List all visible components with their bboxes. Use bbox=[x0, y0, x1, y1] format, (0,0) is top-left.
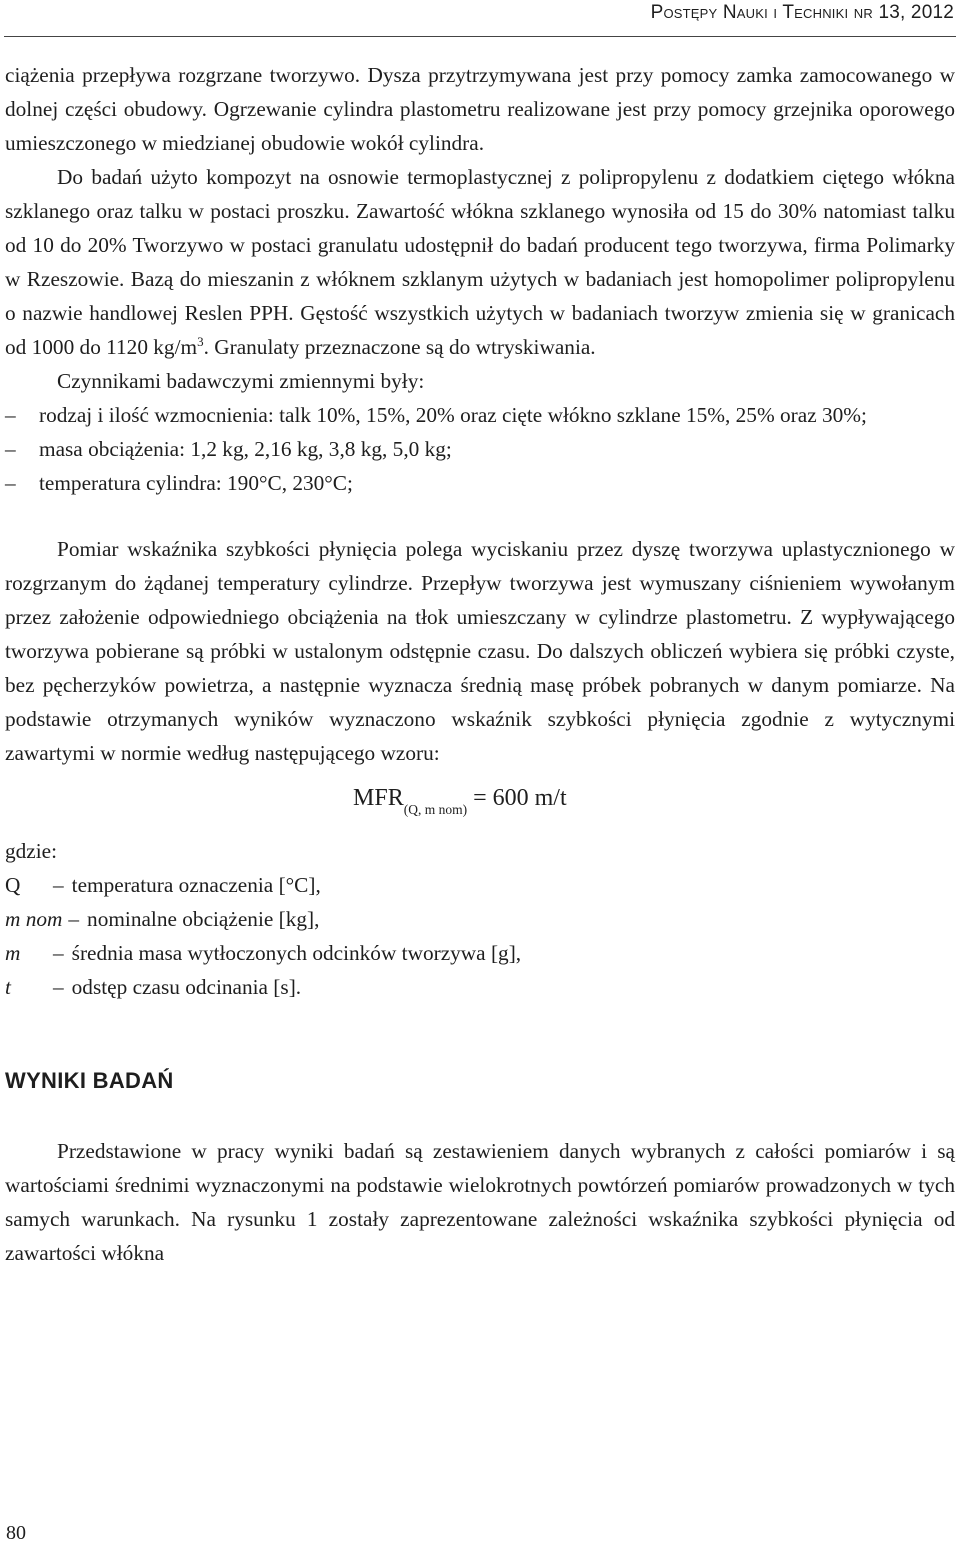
article-body bbox=[5, 58, 955, 1270]
definition-symbol: m nom bbox=[5, 907, 63, 931]
list-dash: – bbox=[5, 403, 16, 427]
paragraph-2-text: Do badań użyto kompozyt na osnowie termoplastycznej z polipropylenu z dodatkiem ciętego włókna szklanego oraz talku w postaci proszku. Zawartość włókna szklanego wynosiła od 15 do 30% natomiast talku od 10 do 20% Tworzywo w postaci granulatu udostępnił do badań producent tego tworzywa, firma Polimarky w Rzeszowie. Bazą do mieszanin z włóknem szklanym użytych w badaniach jest homopolimer polipropylenu o nazwie handlowej Reslen PPH. Gęstość wszystkich użytych w badaniach tworzyw zmienia się w granicach od 1000 do 1120 kg/m bbox=[5, 165, 955, 359]
definition-row bbox=[5, 868, 955, 902]
definition-text: temperatura oznaczenia [°C], bbox=[71, 873, 321, 897]
header-rule bbox=[4, 36, 956, 37]
definition-dash: – bbox=[53, 873, 64, 897]
section-heading: WYNIKI BADAŃ bbox=[5, 1068, 174, 1093]
list-item-text: temperatura cylindra: 190°C, 230°C; bbox=[39, 471, 353, 495]
formula-subscript: (Q, m nom) bbox=[403, 802, 468, 817]
definitions-list bbox=[5, 868, 955, 1004]
list-item bbox=[5, 466, 955, 500]
definition-text: odstęp czasu odcinania [s]. bbox=[71, 975, 302, 999]
factor-list bbox=[5, 398, 955, 500]
formula-rhs: = 600 m/t bbox=[467, 785, 567, 811]
paragraph-2-tail: . Granulaty przeznaczone są do wtryskiwania. bbox=[203, 335, 596, 359]
definition-row bbox=[5, 936, 955, 970]
definition-row bbox=[5, 970, 955, 1004]
definition-text: nominalne obciążenie [kg], bbox=[87, 907, 320, 931]
paragraph-5: Przedstawione w pracy wyniki badań są zestawieniem danych wybranych z całości pomiarów i są wartościami średnimi wyznaczonymi na podstawie wielokrotnych powtórzeń pomiarów prowadzonych w tych samych warunkach. Na rysunku 1 zostały zaprezentowane zależności wskaźnika szybkości płynięcia od zawartości włókna bbox=[5, 1139, 955, 1265]
formula-lhs: MFR bbox=[353, 785, 404, 811]
definition-symbol: m bbox=[5, 941, 21, 965]
page-number: 80 bbox=[6, 1522, 26, 1544]
list-item-text: rodzaj i ilość wzmocnienia: talk 10%, 15%, 20% oraz cięte włókno szklane 15%, 25% oraz 30%; bbox=[39, 403, 867, 427]
definition-dash: – bbox=[53, 975, 64, 999]
list-item bbox=[5, 398, 955, 432]
list-item bbox=[5, 432, 955, 466]
paragraph-1: ciążenia przepływa rozgrzane tworzywo. Dysza przytrzymywana jest przy pomocy zamka zamocowanego w dolnej części obudowy. Ogrzewanie cylindra plastometru realizowane jest przy pomocy grzejnika oporowego umieszczonego w miedzianej obudowie wokół cylindra. bbox=[5, 63, 955, 155]
paragraph-3: Czynnikami badawczymi zmiennymi były: bbox=[57, 369, 425, 393]
list-dash: – bbox=[5, 471, 16, 495]
gdzie-label: gdzie: bbox=[5, 839, 58, 863]
list-item-text: masa obciążenia: 1,2 kg, 2,16 kg, 3,8 kg, 5,0 kg; bbox=[39, 437, 452, 461]
definition-symbol: t bbox=[5, 975, 11, 999]
paragraph-2 bbox=[5, 160, 955, 364]
definition-row bbox=[5, 902, 955, 936]
definition-dash: – bbox=[68, 907, 80, 931]
list-dash: – bbox=[5, 437, 16, 461]
definition-text: średnia masa wytłoczonych odcinków tworzywa [g], bbox=[71, 941, 522, 965]
definition-dash: – bbox=[53, 941, 64, 965]
running-header: Postępy Nauki i Techniki nr 13, 2012 bbox=[650, 2, 954, 23]
definition-symbol: Q bbox=[5, 873, 21, 897]
paragraph-4: Pomiar wskaźnika szybkości płynięcia polega wyciskaniu przez dyszę tworzywa uplastycznionego w rozgrzanym do żądanej temperatury cylindrze. Przepływ tworzywa jest wymuszany ciśnieniem wywołanym przez założenie odpowiedniego obciążenia na tłok umieszczany w cylindrze plastometru. Z wypływającego tworzywa pobierane są próbki w ustalonym odstępnie czasu. Do dalszych obliczeń wybiera się próbki czyste, bez pęcherzyków powietrza, a następnie wyznacza średnią masę próbek pobranych w danym pomiarze. Na podstawie otrzymanych wyników wyznaczono wskaźnik szybkości płynięcia zgodnie z wytycznymi zawartymi w normie według następującego wzoru: bbox=[5, 537, 955, 765]
superscript-3: 3 bbox=[197, 333, 204, 349]
mfr-formula bbox=[5, 778, 955, 830]
